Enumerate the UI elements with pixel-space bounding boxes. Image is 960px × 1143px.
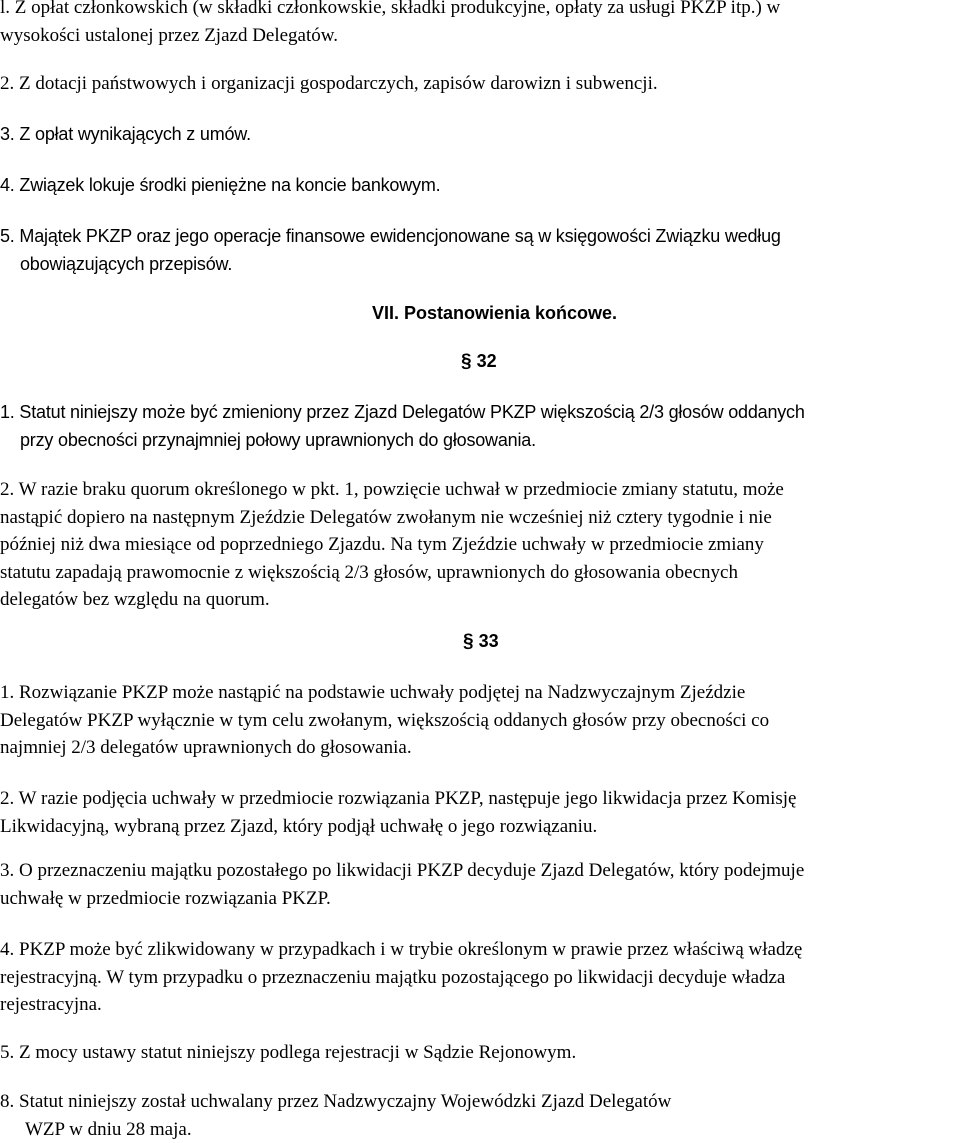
- text-line: Delegatów PKZP wyłącznie w tym celu zwołanym, większością oddanych głosów przy obecności co: [0, 707, 769, 735]
- list-item-4: [0, 172, 440, 200]
- text-line: najmniej 2/3 delegatów uprawnionych do głosowania.: [0, 734, 769, 762]
- par33-item-1: [0, 679, 769, 762]
- text-line: l. Z opłat członkowskich (w składki członkowskie, składki produkcyjne, opłaty za usługi PKZP itp.) w: [0, 0, 780, 22]
- text-line: 2. W razie braku quorum określonego w pkt. 1, powzięcie uchwał w przedmiocie zmiany statutu, może: [0, 476, 784, 504]
- text-line: 5. Majątek PKZP oraz jego operacje finansowe ewidencjonowane są w księgowości Związku według: [0, 223, 781, 251]
- list-item-2: [0, 70, 658, 98]
- section-sign: §: [463, 631, 474, 652]
- text-line: 3. O przeznaczeniu majątku pozostałego po likwidacji PKZP decyduje Zjazd Delegatów, który podejmuje: [0, 857, 804, 885]
- text-line: obowiązujących przepisów.: [0, 251, 781, 279]
- par33-item-3: [0, 857, 804, 912]
- text-line: Likwidacyjną, wybraną przez Zjazd, który podjął uchwałę o jego rozwiązaniu.: [0, 813, 796, 841]
- paragraph-heading-32: [461, 351, 497, 373]
- par33-item-8: [0, 1088, 671, 1143]
- list-item-5: [0, 223, 781, 278]
- text-line: uchwałę w przedmiocie rozwiązania PKZP.: [0, 885, 804, 913]
- paragraph-heading-33: [463, 631, 499, 653]
- text-line: 2. Z dotacji państwowych i organizacji gospodarczych, zapisów darowizn i subwencji.: [0, 70, 658, 98]
- text-line: 1. Rozwiązanie PKZP może nastąpić na podstawie uchwały podjętej na Nadzwyczajnym Zjeździe: [0, 679, 769, 707]
- text-line: rejestracyjna.: [0, 991, 802, 1019]
- text-line: delegatów bez względu na quorum.: [0, 586, 784, 614]
- par33-item-5: [0, 1039, 576, 1067]
- par33-item-4: [0, 936, 802, 1019]
- text-line: 3. Z opłat wynikających z umów.: [0, 121, 251, 149]
- paragraph-number: 32: [477, 351, 497, 371]
- text-line: 4. PKZP może być zlikwidowany w przypadkach i w trybie określonym w prawie przez właściwą władzę: [0, 936, 802, 964]
- par32-item-1: [0, 399, 805, 454]
- section-title: VII. Postanowienia końcowe.: [372, 303, 617, 324]
- text-line: WZP w dniu 28 maja.: [0, 1116, 671, 1143]
- paragraph-number: 33: [479, 631, 499, 651]
- par33-item-2: [0, 785, 796, 840]
- text-line: później niż dwa miesiące od poprzedniego Zjazdu. Na tym Zjeździe uchwały w przedmiocie zmiany: [0, 531, 784, 559]
- text-line: wysokości ustalonej przez Zjazd Delegatów.: [0, 22, 780, 50]
- par32-item-2: [0, 476, 784, 614]
- text-line: rejestracyjną. W tym przypadku o przeznaczeniu majątku pozostającego po likwidacji decyduje władza: [0, 964, 802, 992]
- text-line: statutu zapadają prawomocnie z większością 2/3 głosów, uprawnionych do głosowania obecnych: [0, 559, 784, 587]
- text-line: 8. Statut niniejszy został uchwalany przez Nadzwyczajny Wojewódzki Zjazd Delegatów: [0, 1088, 671, 1116]
- list-item-3: [0, 121, 251, 149]
- text-line: przy obecności przynajmniej połowy uprawnionych do głosowania.: [0, 427, 805, 455]
- text-line: 5. Z mocy ustawy statut niniejszy podlega rejestracji w Sądzie Rejonowym.: [0, 1039, 576, 1067]
- text-line: nastąpić dopiero na następnym Zjeździe Delegatów zwołanym nie wcześniej niż cztery tygodnie i nie: [0, 504, 784, 532]
- text-line: 4. Związek lokuje środki pieniężne na koncie bankowym.: [0, 172, 440, 200]
- section-sign: §: [461, 351, 472, 372]
- text-line: 1. Statut niniejszy może być zmieniony przez Zjazd Delegatów PKZP większością 2/3 głosów oddanych: [0, 399, 805, 427]
- text-line: 2. W razie podjęcia uchwały w przedmiocie rozwiązania PKZP, następuje jego likwidacja przez Komisję: [0, 785, 796, 813]
- list-item-1: [0, 0, 780, 49]
